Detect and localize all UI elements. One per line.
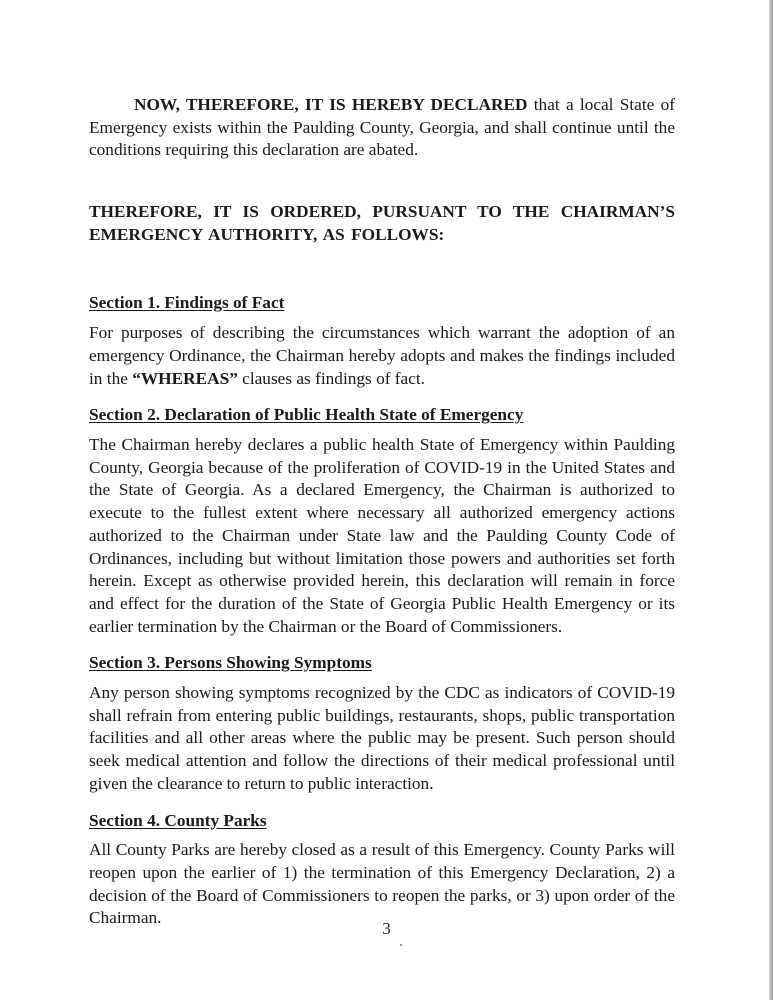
section-3-text: Any person showing symptoms recognized by the CDC as indicators of COVID-19 shall refrain from entering public buildings, restaurants, shops, public transportation facilities and all other areas where the public may be present. Such person should seek medical attention and follow the directions of their medical professional until given the clearance to return to public interaction. (89, 683, 675, 793)
scan-edge-shadow (769, 0, 773, 1000)
section-4-title: Section 4. County Parks (89, 810, 267, 830)
scan-speck (400, 944, 402, 946)
section-1-text-after: clauses as findings of fact. (237, 368, 426, 388)
section-1-whereas: “WHEREAS” (132, 368, 238, 388)
section-3-title: Section 3. Persons Showing Symptoms (89, 653, 372, 673)
section-4-text: All County Parks are hereby closed as a result of this Emergency. County Parks will reopen upon the earlier of 1) the termination of this Emergency Declaration, 2) a decision of the Board of Commissioners to reopen the parks, or 3) upon order of the Chairman. (89, 840, 675, 928)
section-1-text-before: For purposes of describing the circumstances which warrant the adoption of an emergency Ordinance, the Chairman hereby adopts and makes the findings included in the (89, 323, 675, 388)
declaration-paragraph (89, 94, 675, 162)
page-number: 3 (382, 919, 391, 938)
order-heading: THEREFORE, IT IS ORDERED, PURSUANT TO THE CHAIRMAN’S EMERGENCY AUTHORITY, AS FOLLOWS: (89, 202, 675, 244)
declaration-text: that a local State of Emergency exists within the Paulding County, Georgia, and shall continue until the conditions requiring this declaration are abated. (89, 95, 675, 160)
declaration-lead: NOW, THEREFORE, IT IS HEREBY DECLARED (134, 95, 528, 114)
section-1-title: Section 1. Findings of Fact (89, 292, 285, 312)
section-2-title: Section 2. Declaration of Public Health State of Emergency (89, 405, 524, 425)
section-2-text: The Chairman hereby declares a public health State of Emergency within Paulding County, Georgia because of the proliferation of COVID-19 in the United States and the State of Georgia. As a declared Emergency, the Chairman is authorized to execute to the fullest extent where necessary all authorized emergency actions authorized to the Chairman under State law and the Paulding County Code of Ordinances, including but without limitation those powers and authorities set forth herein. Except as otherwise provided herein, this declaration will remain in force and effect for the duration of the State of Georgia Public Health Emergency or its earlier termination by the Chairman or the Board of Commissioners. (89, 435, 675, 636)
section-1-text (89, 322, 675, 390)
document-body (89, 94, 675, 930)
